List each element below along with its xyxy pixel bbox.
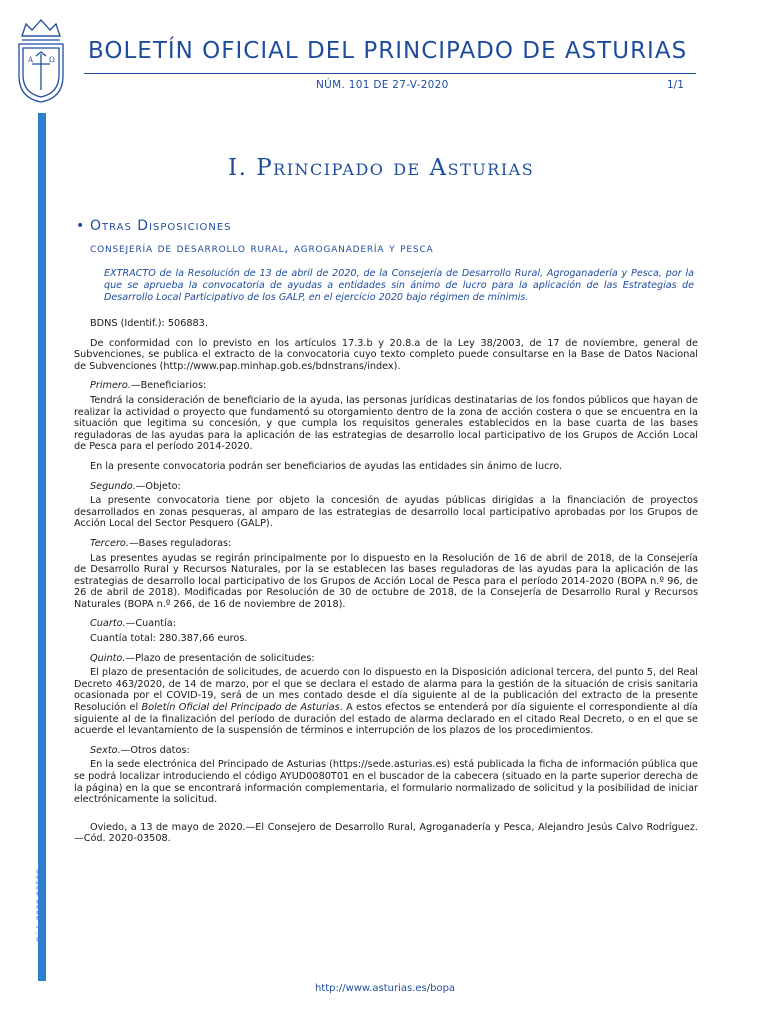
coat-of-arms-icon: [14, 14, 68, 104]
paragraph-segundo: La presente convocatoria tiene por objeto la concesión de ayudas públicas dirigidas a la financiación de proyectos desarrollados en zonas pesqueras, al amparo de las estrategias de desarrollo local participativo aprobadas por los Grupos de Acción Local del Sector Pesquero (GALP).: [74, 495, 698, 530]
ministry-heading: consejería de desarrollo rural, agroganadería y pesca: [90, 240, 434, 255]
section-title: I. Principado de Asturias: [228, 155, 535, 181]
subsection-heading: [76, 218, 232, 234]
heading-cuarto: Cuarto.—Cuantía:: [90, 618, 176, 630]
paragraph-primero-1: Tendrá la consideración de beneficiario de la ayuda, las personas jurídicas destinatarias de los fondos públicos que hayan de realizar la actividad o proyecto que fundamentó su otorgamiento dentro de la zona de acción costera o que se encuentra en la situación que legitima su concesión, y que cumpla los requisitos generales establecidos en la base cuarta de las bases reguladoras de las ayudas para la aplicación de las estrategias de desarrollo local participativo de los Grupos de Acción Local de Pesca para el período 2014-2020.: [74, 394, 698, 453]
side-code: Cód. 2020-03508: [36, 869, 46, 943]
heading-primero: Primero.—Beneficiarios:: [90, 380, 207, 392]
paragraph-sexto: En la sede electrónica del Principado de Asturias (https://sede.asturias.es) está publicada la ficha de información pública que se podrá localizar introduciendo el código AYUD0080T01 en el buscador de la cabecera (situado en la parte superior derecha de la página) en la que se encontrará información complementaria, el formulario normalizado de solicitud y la posibilidad de iniciar electrónicamente la solicitud.: [74, 759, 698, 806]
header-divider: [84, 73, 696, 74]
intro-paragraph: De conformidad con lo previsto en los artículos 17.3.b y 20.8.a de la Ley 38/2003, de 17 de noviembre, general de Subvenciones, se publica el extracto de la convocatoria cuyo texto completo puede consultarse en la Base de Datos Nacional de Subvenciones (http://www.pap.minhap.gob.es/bdnstrans/index).: [74, 337, 698, 372]
paragraph-cuarto: Cuantía total: 280.387,66 euros.: [90, 633, 248, 645]
paragraph-tercero: Las presentes ayudas se regirán principalmente por lo dispuesto en la Resolución de 16 de abril de 2018, de la Consejería de Desarrollo Rural y Recursos Naturales, por la se establecen las bases reguladoras de las ayudas para la aplicación de las estrategias de desarrollo local participativo de los Grupos de Acción Local de Pesca para el período 2014-2020 (BOPA n.º 96, de 26 de abril de 2018). Modificadas por Resolución de 30 de octubre de 2018, de la Consejería de Desarrollo Rural y Recursos Naturales (BOPA n.º 266, de 16 de noviembre de 2018).: [74, 552, 698, 610]
svg-text:A: A: [28, 56, 34, 64]
heading-quinto: Quinto.—Plazo de presentación de solicitudes:: [90, 652, 315, 664]
bullet-icon: •: [76, 218, 86, 234]
footer-link[interactable]: http://www.asturias.es/bopa: [314, 983, 456, 994]
page-count: 1/1: [667, 79, 684, 91]
heading-segundo: Segundo.—Objeto:: [90, 480, 181, 492]
sidebar-bar: [38, 113, 46, 981]
signature-paragraph: Oviedo, a 13 de mayo de 2020.—El Consejero de Desarrollo Rural, Agroganadería y Pesca, Alejandro Jesús Calvo Rodríguez.—Cód. 2020-03508.: [74, 821, 698, 845]
document-body: [74, 318, 698, 853]
subsection-label: Otras Disposiciones: [90, 218, 232, 234]
issue-number: NÚM. 101 DE 27-V-2020: [316, 79, 449, 91]
svg-text:Ω: Ω: [49, 56, 55, 64]
paragraph-quinto: El plazo de presentación de solicitudes, de acuerdo con lo dispuesto en la Disposición adicional tercera, del punto 5, del Real Decreto 463/2020, de 14 de marzo, por el que se declara el estado de alarma para la gestión de la situación de crisis sanitaria ocasionada por el COVID-19, será de un mes contado desde el día siguiente al de la publicación del extracto de la presente Resolución el Boletín Oficial del Principado de Asturias. A estos efectos se entenderá por día siguiente el correspondiente al día siguiente al de la finalización del período de duración del estado de alarma declarado en el citado Real Decreto, o en el que se acuerde el levantamiento de la suspensión de términos e interrupción de los plazos de los procedimientos.: [74, 667, 698, 737]
heading-sexto: Sexto.—Otros datos:: [90, 744, 190, 756]
summary-extract: EXTRACTO de la Resolución de 13 de abril de 2020, de la Consejería de Desarrollo Rural, Agroganadería y Pesca, por la que se aprueba la convocatoria de ayudas a entidades sin ánimo de lucro para la aplicación de las Estrategias de Desarrollo Local Participativo de los GALP, en el ejercicio 2020 bajo régimen de mínimis.: [104, 268, 694, 303]
paragraph-primero-2: En la presente convocatoria podrán ser beneficiarios de ayudas las entidades sin ánimo de lucro.: [90, 460, 563, 472]
masthead-title: BOLETÍN OFICIAL DEL PRINCIPADO DE ASTURIAS: [88, 38, 688, 64]
heading-tercero: Tercero.—Bases reguladoras:: [90, 537, 232, 549]
bdns-paragraph: BDNS (Identif.): 506883.: [90, 318, 208, 329]
